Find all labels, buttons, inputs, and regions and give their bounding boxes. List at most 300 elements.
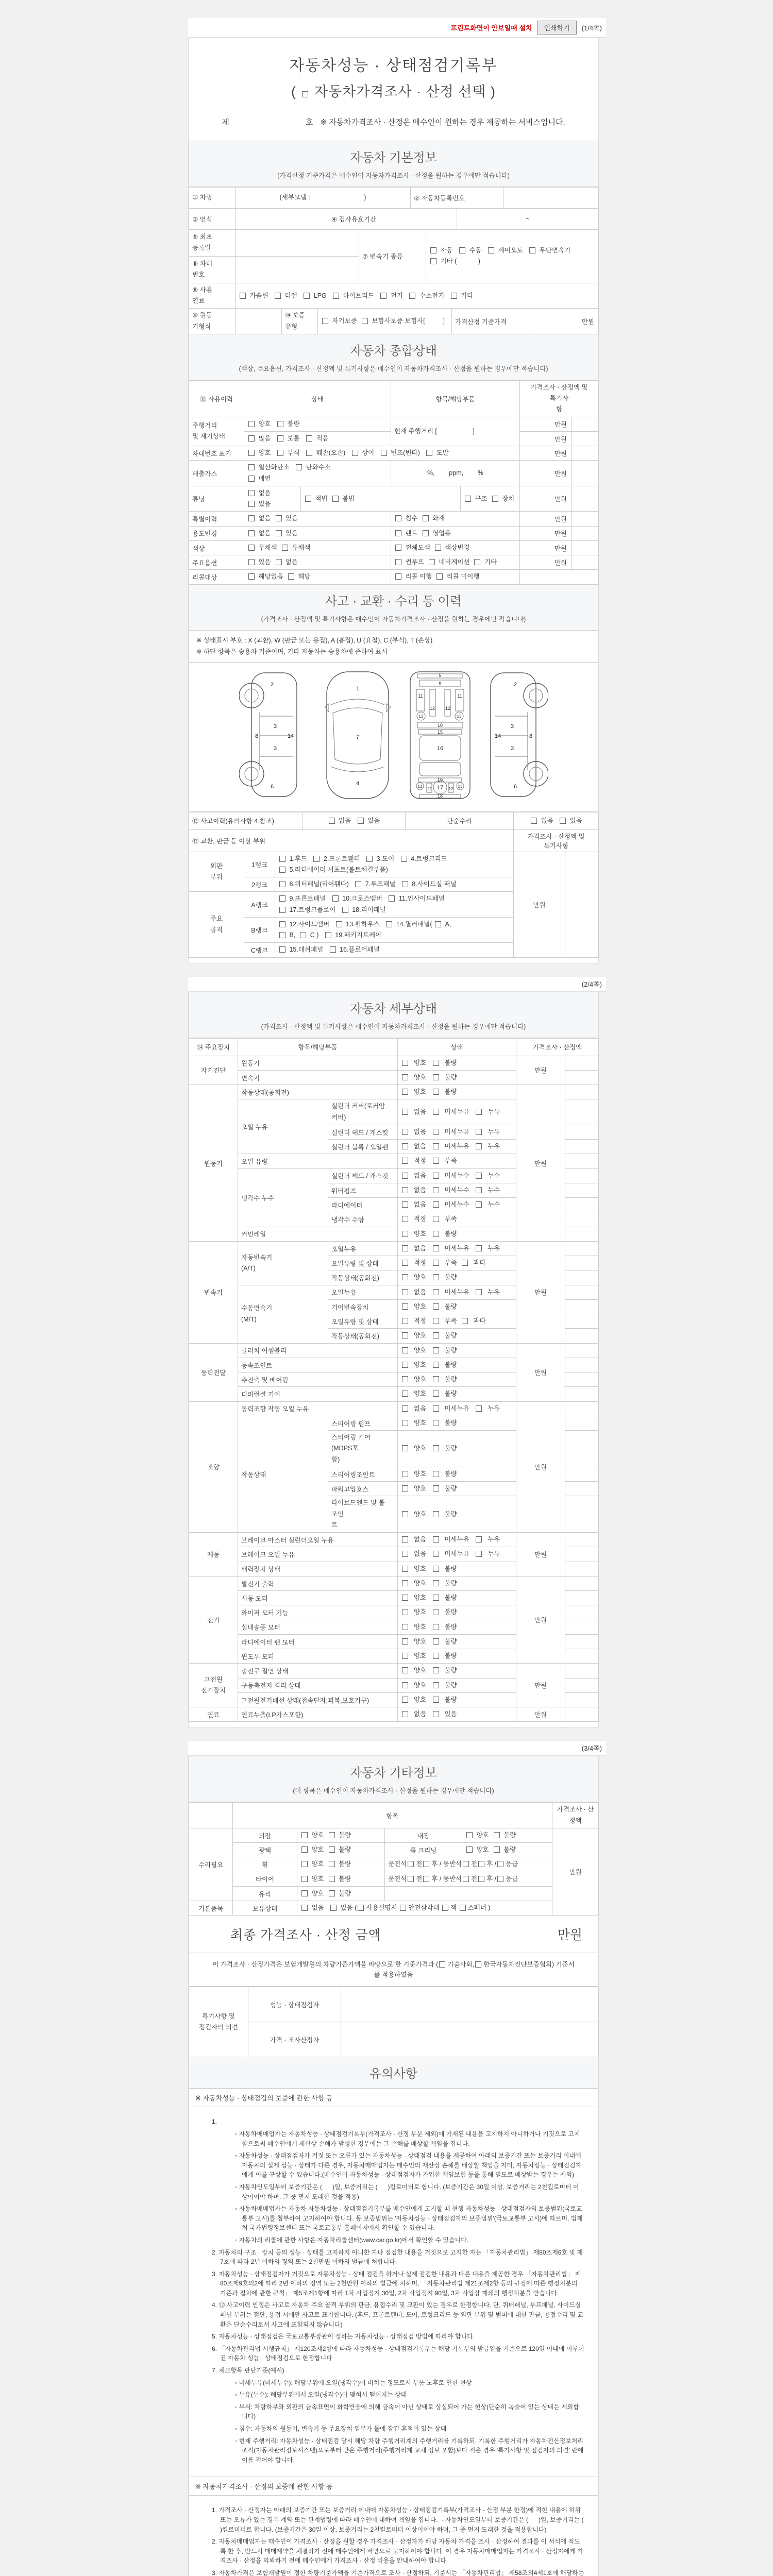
remark-cell [565,1270,599,1285]
checkbox [329,1861,335,1867]
notice-line: 5. 자동차성능 · 상태점검은 국토교통부장관이 정하는 자동차성능 · 상태점검 방법에 따라야 합니다. [212,2333,475,2341]
row-polish [189,1843,599,1857]
checkbox [329,1890,335,1896]
document-title: 자동차성능 · 상태점검기록부 [289,57,498,74]
checkbox [433,1318,439,1324]
notice-line: ◦ 자동차의 리콜에 관한 사항은 자동차리콜센터(www.car.go.kr)에서 확인할 수 있습니다. [235,2236,469,2244]
checkbox [248,450,255,456]
col-state: 상태 [398,1038,516,1056]
checkbox [402,1332,408,1338]
svg-text:3: 3 [510,723,514,730]
checkbox [402,1318,408,1324]
special-items: 침수 화재 [391,512,520,526]
remark-cell [565,1183,599,1197]
state-options: 없음 미세누수 누수 [398,1168,516,1183]
item-label: 작동상태 [238,1416,328,1532]
inspector-remark-field [341,1987,599,2022]
subitem-label: 오일유량 및 상태 [328,1256,398,1270]
checkbox [306,450,312,456]
car-side-right [491,673,548,796]
checkbox [248,559,255,565]
row-tire [189,1872,599,1886]
checkbox [402,1245,408,1251]
remark-cell [520,570,599,584]
row-selfdiag-engine [189,1056,599,1070]
basic-info-row6 [189,308,599,334]
item-label: 시동 모터 [238,1591,398,1605]
checkbox [478,1876,484,1882]
col-usage-history: ⑪ 사용이력 [189,380,244,417]
checkbox [342,907,348,913]
doc-no-prefix: 제 [222,117,229,127]
item-label: 작동상태(공회전) [238,1085,398,1099]
caution-b-title: ※ 자동차가격조사 · 산정의 보증에 관한 사항 등 [189,2477,598,2496]
svg-text:1: 1 [356,685,359,692]
notice-line: 3. 자동차성능 · 상태점검자가 거짓으로 자동차성능 · 상태 점검을 하거나 실제 점검한 내용과 다른 내용을 제공한 경우 「자동차관리법」 제80조제9호의2에 따라 2년 이하의 징역 또는 2천만원 이하의 벌금에 처하며, 「자동차관리법 제21조제2항 등의 규정에 따른 행정처분의 기준과 절차에 관한 규칙」 제5조제1항에 따라 1차 사업정지 30일, 2차 사업정지 90일, 3차 사업장 폐쇄의 행정처분을 받습니다. [212,2270,581,2297]
remark-cell [565,1227,599,1241]
checkbox [433,1485,439,1492]
section-title: 자동차 종합상태 [350,344,437,358]
section-title: 사고 · 교환 · 수리 등 이력 [325,594,462,608]
document-number-line [189,116,598,127]
checkbox [402,1231,408,1237]
notice-line: ◦ 자동차성능 · 상태점검자가 거짓 또는 오류가 있는 자동차성능 · 상태점검 내용을 제공하여 아래의 보증기간 또는 보증거리 이내에 자동차의 실제 성능 · 상태가 다른 경우, 자동차매매업자는 매수인의 재산상 손해를 배상할 책임을 지며, 자동차성능 · 상태점검자에게 이를 구상할 수 있습니다.(매수인이 자동차성능 · 상태점검자가 가입한 책임보험 등을 통해 별도로 배상받는 경우는 제외) [235,2152,583,2179]
mileage-amount-options: 많음 보통 적음 [244,431,391,446]
remark-cell [565,1372,599,1387]
checkbox [430,258,436,264]
state-options: 양호 불량 [462,1843,552,1857]
svg-text:7: 7 [356,734,359,740]
checkbox [433,1231,439,1237]
reg-no-label: ② 자동차등록번호 [411,187,503,208]
svg-text:18: 18 [437,793,443,799]
group-steering: 조향 [189,1401,238,1533]
subitem-label: 작동상태(공회전) [328,1329,398,1343]
checkbox [301,1861,308,1867]
state-options: 양호 불량 [297,1872,385,1886]
svg-text:13: 13 [417,784,422,789]
panel-rank-table [189,852,599,958]
base-price-label: 가격산정 기준가격 [452,309,529,334]
checkbox [333,293,339,299]
state-options: 양호 불량 [398,1678,516,1692]
svg-text:3: 3 [273,745,277,752]
checkbox [402,1580,408,1586]
item-label: 브레이크 마스터 실린더오일 누유 [238,1533,398,1547]
checkbox [386,921,392,927]
print-button[interactable]: 인쇄하기 [537,21,576,35]
state-options: 양호 불량 [398,1605,516,1620]
notice-line: 4. ⑫ 사고이력 인정은 사고로 자동차 주요 골격 부위의 판금, 용접수리 및 교환이 있는 경우로 한정합니다. 단, 쿼터패널, 루프패널, 사이드실 패널 부위는 절단, 용접 시에만 사고로 표기합니다. (후드, 프론트펜더, 도어, 트렁크리드 등 외판 부위 및 범퍼에 대한 판금, 용접수리 및 교환은 단순수리로서 사고에 포함되지 않습니다) [212,2301,584,2328]
checkbox [433,1471,439,1477]
inspection-field: ~ [457,208,599,229]
final-price-label: 최종 가격조사 · 산정 금액 [230,1928,381,1943]
car-diagram-svg [239,669,548,803]
notice-line: 1. [212,2118,217,2126]
caution-a-body [189,2107,598,2477]
checkbox [439,1961,445,1968]
checkbox [433,1089,439,1095]
checkbox [402,1158,408,1164]
col-price: 가격조사 · 산정액 및 특기사 항 [520,380,599,417]
checkbox [402,1289,408,1295]
checkbox [305,496,311,502]
state-options: 적정 부족 과다 [398,1256,516,1270]
state-options: 양호 불량 [398,1664,516,1678]
remark-cell [565,1620,599,1634]
notice-line: ◦ 현재 주행거리: 자동차성능 · 상태점검 당시 해당 차량 주행거리계의 주행거리를 기록하되, 기록한 주행거리가 자동차전산정보처리조직(자동차관리정보시스템)으로부터 받은 주행거리(주행거리계 교체 정보 포함)보다 적은 경우 '특기사항 및 점검자의 의견' 란에 이를 적어야 합니다. [235,2437,585,2464]
price-cell: 만원 [520,486,572,512]
state-options: 양호 불량 [398,1482,516,1496]
subitem-label: 스티어링조인트 [328,1467,398,1481]
exchange-price-header: 가격조사 · 산정액 및 특기사항 [514,829,599,852]
checkbox [336,921,342,927]
state-options: 양호 불량 [398,1299,516,1314]
item-label: 동력조향 작동 오일 누유 [238,1401,398,1416]
vin-field [236,256,359,283]
checkbox [248,476,255,482]
col-price: 가격조사 · 산 정액 [552,1803,599,1828]
state-options: 양호 불량 [398,1562,516,1576]
group-fuel: 연료 [189,1707,238,1722]
remark-cell [565,1212,599,1227]
svg-text:2: 2 [513,681,517,688]
checkbox [476,1536,482,1543]
checkbox [402,1653,408,1659]
subitem-label: 오일누유 [328,1241,398,1256]
group-high-voltage: 고전원 전기장치 [189,1664,238,1707]
remark-cell [565,1241,599,1256]
submodel-field: (세부모델 : ) [236,187,411,208]
subitem-label: 타이로드엔드 및 볼 조인 트 [328,1496,398,1533]
checkbox [423,515,429,521]
checkbox [402,1187,408,1193]
checkbox [476,1187,482,1193]
remark-cell [565,1125,599,1139]
row-rank1 [189,852,599,877]
remark-cell [565,1576,599,1590]
checkbox [389,895,395,902]
section-caution-header [189,2057,598,2089]
service-note: ※ 자동차가격조사 · 산정은 매수인이 원하는 경우 제공하는 서비스입니다. [320,117,565,127]
etc-info-table [189,1802,599,1916]
checkbox [433,1682,439,1688]
checkbox [279,907,285,913]
state-options: 양호 불량 [398,1387,516,1401]
car-side-left [239,673,297,796]
checkbox [329,1876,335,1882]
state-options: 양호 불량 [398,1416,516,1430]
remark-cell [565,1692,599,1707]
checkbox [400,1905,406,1911]
base-price-unit: 만원 [529,309,599,334]
year-field [236,208,328,229]
usage-options: 없음 있음 [244,526,391,540]
vin-label: ⑥ 차대 번호 [189,256,236,283]
checkbox [433,1445,439,1451]
checkbox [433,1060,439,1066]
remark-cell [565,1547,599,1562]
row-fuel-leak [189,1707,599,1722]
checkbox [408,1876,414,1882]
tuning-kind-options: 구조 장치 [461,486,520,512]
checkbox [296,464,302,470]
checkbox [402,1089,408,1095]
color-label: 색상 [189,540,244,555]
item-label: 충전구 절연 상태 [238,1664,398,1678]
col-item: 항목 [233,1803,552,1828]
group-transmission: 변속기 [189,1241,238,1343]
checkbox [433,1551,439,1557]
subitem-label: 냉각수 수량 [328,1212,398,1227]
svg-text:5: 5 [438,672,442,678]
checkbox [402,1667,408,1673]
checkbox [402,1445,408,1451]
remark-cell [565,1358,599,1372]
checkbox [277,435,283,442]
state-options: 없음 미세누유 누유 [398,1125,516,1139]
rankA-options: 9.프론트패널 10.크로스멤버 11.인사이드패널 17.트렁크플로어 18.리어패널 [275,892,514,918]
state-options: 양호 불량 [398,1372,516,1387]
checkbox [476,1143,482,1149]
item-label: 타이어 [233,1872,297,1886]
checkbox [459,247,465,253]
state-options: 양호 불량 [398,1329,516,1343]
remark-cell [572,486,599,512]
remark-cell [565,1707,599,1722]
remark-cell [565,1343,599,1358]
state-options: 양호 불량 [462,1828,552,1842]
main-frame-label: 주요 골격 [189,892,244,957]
group-repair-needed: 수리필요 [189,1828,233,1901]
checkbox [248,421,255,427]
checkbox [436,573,443,580]
first-reg-field [236,229,359,256]
svg-text:3: 3 [510,745,514,752]
svg-text:13: 13 [457,714,461,719]
wheel-positions: 운전석 전 후 / 동반석 전 후 / 응급 [385,1857,552,1872]
item-label: 구동축전지 격리 상태 [238,1678,398,1692]
checkbox [433,1595,439,1601]
remark-cell [565,1198,599,1212]
checkbox [380,293,386,299]
svg-text:12: 12 [429,705,435,711]
svg-text:6: 6 [513,783,517,790]
svg-text:11: 11 [417,693,423,699]
remark-cell [565,1533,599,1547]
fuel-options: 가솔린 디젤 LPG 하이브리드 전기 수소전기 기타 [236,283,599,309]
price-cell: 만원 [552,1828,599,1916]
checkbox [402,1471,408,1477]
checkbox [402,1711,408,1717]
section-title: 자동차 세부상태 [350,1002,437,1016]
checkbox [433,1638,439,1645]
usage-items: 렌트 영업용 [391,526,520,540]
special-options: 없음 있음 [244,512,391,526]
row-ps-leak [189,1401,599,1416]
checkbox [423,1876,429,1882]
rankA-label: A랭크 [244,892,275,918]
checkbox [429,559,435,565]
checkbox [494,1846,500,1853]
checkbox [402,1074,408,1080]
checkbox [352,450,358,456]
checkbox [362,318,368,324]
row-special-history [189,512,599,526]
rankB-options: 12.사이드멤버 13.휠하우스 14.필러패널( A, B, C ) 19.패키지트레이 [275,917,514,943]
item-label: 라디에이터 팬 모터 [238,1634,398,1649]
checkbox [402,1303,408,1310]
page-badge-2: (2/4쪽) [188,977,606,992]
checkbox [240,293,246,299]
item-label: 오일 누유 [238,1099,328,1154]
remark-cell [572,540,599,555]
checkbox [301,1876,308,1882]
item-label: 자동변속기 (A/T) [238,1241,328,1285]
checkbox [301,1832,308,1838]
section-title: 유의사항 [369,2067,417,2081]
remark-cell [565,1431,599,1467]
final-price-statement: 이 가격조사 · 산정가격은 보험개발원의 차량기준가액을 바탕으로 한 기준가격과 ( 기술사회, 한국자동차진단보증협회) 기준서를 적용하였음 [189,1953,598,1987]
checkbox [275,293,281,299]
final-price-unit: 만원 [557,1928,582,1943]
state-options: 적정 부족 [398,1212,516,1227]
checkbox [409,293,415,299]
checkbox [433,1711,439,1717]
fuel-label: ⑧ 사용 연료 [189,283,236,309]
svg-text:11: 11 [457,693,462,699]
svg-text:12: 12 [445,705,450,711]
checkbox [402,1697,408,1703]
rank1-label: 1랭크 [244,852,275,877]
section-detail-header [189,992,598,1038]
state-options: 없음 미세누유 누유 [398,1140,516,1154]
checkbox [430,247,436,253]
row-at-1 [189,1241,599,1256]
transmission-options: 자동 수동 세미오토 무단변속기 기타 ( ) [426,229,599,283]
checkbox [277,450,283,456]
checkbox [476,1173,482,1179]
checkbox [433,1074,439,1080]
checkbox [433,1697,439,1703]
notice-line: ◦ 미세누유(미세누수): 해당부위에 오일(냉각수)이 비치는 정도로서 부품 노후로 인한 현상 [235,2379,472,2386]
svg-text:17: 17 [436,784,443,791]
checkbox [402,1376,408,1382]
notice-line: ◦ 자동차매매업자는 자동차 자동차성능 · 상태점검기록부를 매수인에게 고지할 때 현행 자동차성능 · 상태점검자의 보증범위(국토교통부 고시)를 첨부하여 고지하여야 합니다. 동 보증범위는 '자동차성능 · 상태점검자의 보증범위'(국토교통부 고시)에 따르며, 법제처 국가법령정보센터 또는 국토교통부 홈페이지에서 확인할 수 있습니다. [235,2205,583,2232]
item-label: 등속조인트 [238,1358,398,1372]
svg-text:8: 8 [529,733,532,739]
checkbox [460,1905,466,1911]
page-badge-3: (3/4쪽) [188,1741,606,1756]
warranty-options: 자기보증 보험사보증 보험사[ ] [318,309,452,334]
col-device: ⑭ 주요장치 [189,1038,238,1056]
remark-cell [565,1168,599,1183]
page-2 [188,992,599,1728]
subitem-label: 실린더 커버(로커암 커버) [328,1099,398,1125]
notice-line: ◦ 자동차인도일부터 보증기간은 ( )일, 보증거리는 ( )킬로미터로 합니다. (보증기간은 30일 이상, 보증거리는 2천킬로미터 이상이어야 하며, 그 중 먼저 도래한 것을 적용) [235,2183,579,2200]
notice-line: ◦ 자동차매매업자는 자동차성능 · 상태점검기록부(가격조사 · 산정 부분 제외)에 기재된 내용을 고지하지 아니하거나 거짓으로 고지함으로써 매수인에게 재산상 손해가 발생한 경우에는 그 손해를 배상할 책임을 집니다. [235,2130,580,2147]
price-cell: 만원 [516,1533,565,1577]
checkbox [279,921,285,927]
checkbox [433,1391,439,1397]
group-electric: 전기 [189,1576,238,1664]
checkbox [330,1905,337,1911]
subitem-label: 작동상태(공회전) [328,1270,398,1285]
subitem-label: 오일누유 [328,1285,398,1299]
checkbox [465,496,471,502]
state-options: 없음 미세누유 누유 [398,1401,516,1416]
remark-cell [565,1664,599,1678]
state-options: 적정 부족 과다 [398,1314,516,1329]
toolbar [188,18,606,38]
warranty-label: ⑩ 보증 유형 [282,309,318,334]
notice-line: 2. 자동차매매업자는 매수인이 가격조사 · 산정을 원할 경우 가격조사 · 산정자가 해당 자동차 가격을 조사 · 산정하여 결과를 이 서식에 적도록 한 후, 반드시 매매계약을 체결하기 전에 매수인에게 서면으로 고지하여야 합니다. 이 경우 자동차매매업자는 가격조사 · 산정자에게 가격조사 · 산정을 의뢰하기 전에 매수인에게 가격조사 · 산정 비용을 안내하여야 합니다. [212,2538,583,2565]
svg-text:2: 2 [270,681,274,688]
notice-line: 1. 가격조사 · 산정자는 아래의 보증기간 또는 보증거리 이내에 자동차성능 · 상태점검기록부(가격조사 · 산정 부분 한정)에 적힌 내용에 허위 또는 오류가 있는 경우 계약 또는 관계법령에 따라 매수인에 대하여 책임을 집니다. · 자동차인도일부터 보증기간은 ( )일, 보증거리는 ( )킬로미터로 합니다. (보증기간은 30일 이상, 보증거리는 2천킬로미터 이상이어야 하며, 그 중 먼저 도래한 것을 적용합니다) [212,2506,594,2533]
checkbox [279,946,285,953]
checkbox [276,530,282,536]
remark-cell [565,1605,599,1620]
col-state: 상태 [244,380,391,417]
checkbox [279,856,285,862]
subitem-label: 실린더 헤드 / 개스킷 [328,1168,398,1183]
checkbox [433,1420,439,1426]
state-options: 없음 미세누유 누유 [398,1533,516,1547]
checkbox [248,435,255,442]
checkbox [433,1511,439,1517]
state-code-legend [189,631,598,663]
screen [0,18,773,2576]
checkbox [358,1905,364,1911]
car-name-label: ① 차명 [189,187,236,208]
remarks-table [189,1987,599,2057]
remark-cell [572,417,599,431]
checkbox [492,496,498,502]
install-hint-link[interactable]: 프린트화면이 안보일때 설치 [450,24,532,32]
checkbox [408,1861,414,1867]
appraiser-label: 가격 · 조사산정자 [248,2022,341,2057]
simple-repair-label: 단순수리 [406,812,514,829]
row-brake-master [189,1533,599,1547]
state-options: 양호 불량 [398,1467,516,1481]
checkbox [402,1682,408,1688]
tire-positions: 운전석 전 후 / 동반석 전 후 / 응급 [385,1872,552,1886]
row-glass [189,1886,599,1901]
subitem-label: 기어변속장치 [328,1299,398,1314]
col-item: 항목/해당부품 [238,1038,398,1056]
accident-label: ⑫ 사고이력(유의사항 4.참조) [189,812,303,829]
row-options [189,555,599,570]
group-selfdiag: 자기진단 [189,1056,238,1085]
checkbox [478,1861,484,1867]
checkbox [306,435,312,442]
checkbox [466,1832,473,1838]
option-options: 있음 없음 [244,555,391,570]
checkbox [395,515,401,521]
checkbox [497,1876,503,1882]
checkbox [474,559,480,565]
state-options: 양호 불량 [398,1343,516,1358]
remark-cell [565,1256,599,1270]
checkbox [279,881,285,887]
checkbox [248,501,255,507]
row-recall [189,570,599,584]
item-label: 고전원전기배선 상태(접속단자,피복,보호기구) [238,1692,398,1707]
row-mileage-1 [189,417,599,431]
checkbox [248,464,255,470]
section-note: (가격조사 · 산정액 및 특기사항은 매수인이 자동차가격조사 · 산정을 원하는 경우에만 적습니다) [261,1023,526,1030]
checkbox [332,496,339,502]
